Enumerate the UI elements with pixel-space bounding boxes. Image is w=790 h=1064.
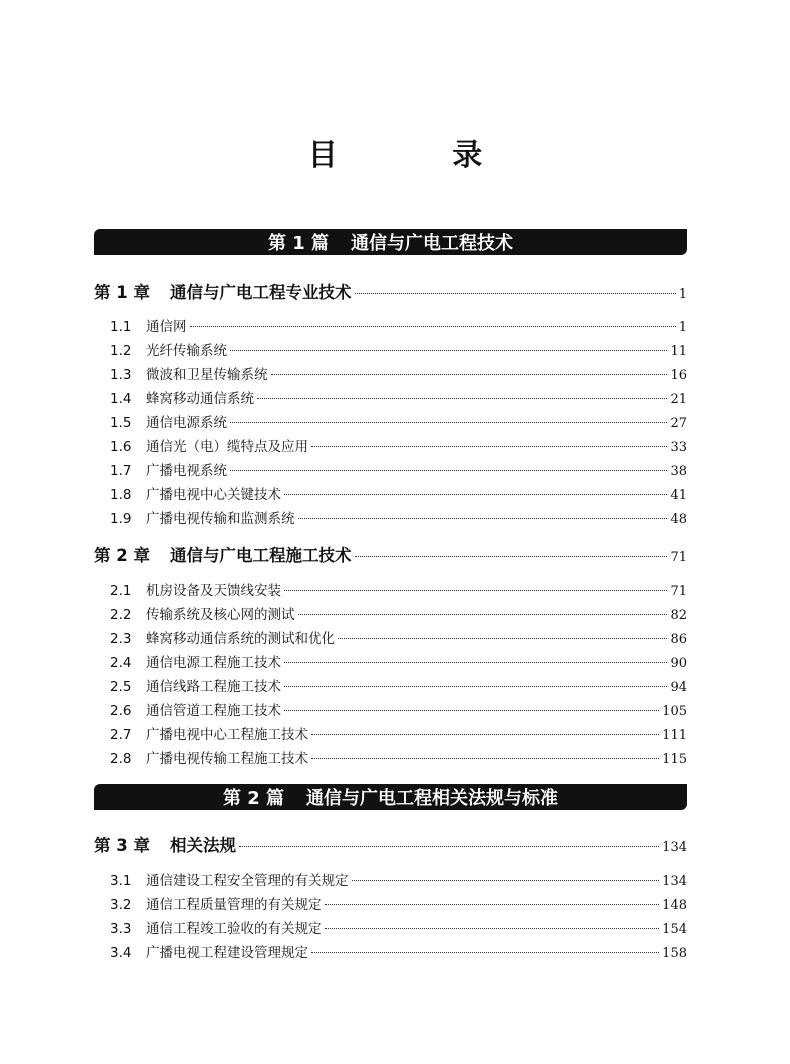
section-title: 广播电视中心工程施工技术 (146, 727, 308, 743)
part-number: 第 1 篇 (267, 233, 330, 254)
dot-leader (230, 470, 667, 471)
section-title: 通信管道工程施工技术 (146, 703, 281, 719)
chapter-title: 通信与广电工程专业技术 (170, 283, 352, 302)
section-title: 通信工程质量管理的有关规定 (146, 897, 322, 913)
page-number: 115 (662, 752, 687, 767)
section-number: 1.3 (110, 367, 132, 383)
page-number: 1 (678, 320, 687, 335)
section-title: 通信光（电）缆特点及应用 (146, 439, 308, 455)
dot-leader (352, 880, 660, 881)
part-title: 通信与广电工程技术 (351, 233, 514, 254)
section-number: 2.2 (110, 607, 132, 623)
page-title: 目 录 (307, 138, 535, 173)
toc-chapter-entry[interactable] (94, 279, 687, 301)
section-title: 传输系统及核心网的测试 (146, 607, 295, 623)
toc-section-entry[interactable] (110, 315, 687, 335)
part-header (94, 229, 687, 255)
page-number: 82 (670, 608, 687, 623)
dot-leader (230, 350, 667, 351)
page-number: 148 (662, 898, 687, 913)
dot-leader (284, 662, 667, 663)
section-title: 通信工程竣工验收的有关规定 (146, 921, 322, 937)
page-number: 154 (662, 922, 687, 937)
dot-leader (257, 398, 667, 399)
chapter-number: 第 3 章 (94, 836, 150, 855)
part-number: 第 2 篇 (222, 788, 285, 809)
section-number: 1.8 (110, 487, 132, 503)
dot-leader (239, 846, 659, 847)
toc-section-entry[interactable] (110, 723, 687, 743)
page-number: 71 (670, 584, 687, 599)
toc-section-entry[interactable] (110, 747, 687, 767)
section-title: 光纤传输系统 (146, 343, 227, 359)
toc-section-entry[interactable] (110, 435, 687, 455)
chapter-number: 第 1 章 (94, 283, 150, 302)
section-number: 2.5 (110, 679, 132, 695)
section-number: 2.8 (110, 751, 132, 767)
part-header (94, 784, 687, 810)
dot-leader (325, 904, 660, 905)
dot-leader (311, 446, 667, 447)
toc-section-entry[interactable] (110, 411, 687, 431)
toc-section-entry[interactable] (110, 675, 687, 695)
section-number: 3.2 (110, 897, 132, 913)
page-number: 27 (670, 416, 687, 431)
dot-leader (355, 293, 676, 294)
dot-leader (284, 494, 667, 495)
page-number: 86 (670, 632, 687, 647)
section-title: 广播电视系统 (146, 463, 227, 479)
dot-leader (230, 422, 667, 423)
section-title: 通信建设工程安全管理的有关规定 (146, 873, 349, 889)
page-number: 94 (670, 680, 687, 695)
page-number: 41 (670, 488, 687, 503)
chapter-title: 相关法规 (170, 836, 236, 855)
dot-leader (325, 928, 660, 929)
section-number: 2.1 (110, 583, 132, 599)
section-title: 广播电视工程建设管理规定 (146, 945, 308, 961)
dot-leader (298, 614, 668, 615)
section-number: 3.4 (110, 945, 132, 961)
section-number: 2.3 (110, 631, 132, 647)
toc-section-entry[interactable] (110, 339, 687, 359)
dot-leader (271, 374, 668, 375)
section-title: 蜂窝移动通信系统的测试和优化 (146, 631, 335, 647)
page-number: 11 (670, 344, 687, 359)
toc-section-entry[interactable] (110, 579, 687, 599)
chapter-number: 第 2 章 (94, 546, 150, 565)
toc-section-entry[interactable] (110, 603, 687, 623)
dot-leader (284, 590, 667, 591)
page-number: 16 (670, 368, 687, 383)
dot-leader (311, 734, 659, 735)
section-number: 3.1 (110, 873, 132, 889)
page-number: 90 (670, 656, 687, 671)
page-number: 134 (662, 874, 687, 889)
toc-section-entry[interactable] (110, 483, 687, 503)
part-title: 通信与广电工程相关法规与标准 (306, 788, 559, 809)
toc-section-entry[interactable] (110, 651, 687, 671)
page-number: 71 (670, 550, 687, 565)
dot-leader (338, 638, 667, 639)
dot-leader (190, 326, 676, 327)
chapter-title: 通信与广电工程施工技术 (170, 546, 352, 565)
section-title: 蜂窝移动通信系统 (146, 391, 254, 407)
dot-leader (284, 686, 667, 687)
toc-section-entry[interactable] (110, 459, 687, 479)
toc-section-entry[interactable] (110, 627, 687, 647)
section-number: 1.5 (110, 415, 132, 431)
page-number: 134 (662, 840, 687, 855)
page-number: 38 (670, 464, 687, 479)
section-number: 2.6 (110, 703, 132, 719)
toc-chapter-entry[interactable] (94, 832, 687, 854)
page-number: 21 (670, 392, 687, 407)
dot-leader (311, 758, 659, 759)
section-number: 2.4 (110, 655, 132, 671)
section-title: 通信电源工程施工技术 (146, 655, 281, 671)
dot-leader (298, 518, 668, 519)
toc-section-entry[interactable] (110, 387, 687, 407)
section-number: 2.7 (110, 727, 132, 743)
toc-chapter-entry[interactable] (94, 542, 687, 564)
section-title: 通信电源系统 (146, 415, 227, 431)
page-number: 48 (670, 512, 687, 527)
section-title: 广播电视传输工程施工技术 (146, 751, 308, 767)
page-number: 158 (662, 946, 687, 961)
section-title: 广播电视传输和监测系统 (146, 511, 295, 527)
section-title: 机房设备及天馈线安装 (146, 583, 281, 599)
page-number: 1 (678, 287, 687, 302)
toc-section-entry[interactable] (110, 363, 687, 383)
toc-section-entry[interactable] (110, 893, 687, 913)
section-number: 1.4 (110, 391, 132, 407)
page-number: 111 (662, 728, 687, 743)
toc-section-entry[interactable] (110, 699, 687, 719)
section-number: 1.6 (110, 439, 132, 455)
page-number: 105 (662, 704, 687, 719)
section-title: 微波和卫星传输系统 (146, 367, 268, 383)
section-number: 1.2 (110, 343, 132, 359)
toc-section-entry[interactable] (110, 869, 687, 889)
toc-section-entry[interactable] (110, 941, 687, 961)
toc-section-entry[interactable] (110, 917, 687, 937)
dot-leader (284, 710, 659, 711)
section-title: 通信网 (146, 319, 187, 335)
page-number: 33 (670, 440, 687, 455)
toc-section-entry[interactable] (110, 507, 687, 527)
section-number: 1.9 (110, 511, 132, 527)
dot-leader (355, 556, 668, 557)
section-title: 广播电视中心关键技术 (146, 487, 281, 503)
section-title: 通信线路工程施工技术 (146, 679, 281, 695)
dot-leader (311, 952, 659, 953)
section-number: 1.7 (110, 463, 132, 479)
section-number: 3.3 (110, 921, 132, 937)
section-number: 1.1 (110, 319, 132, 335)
